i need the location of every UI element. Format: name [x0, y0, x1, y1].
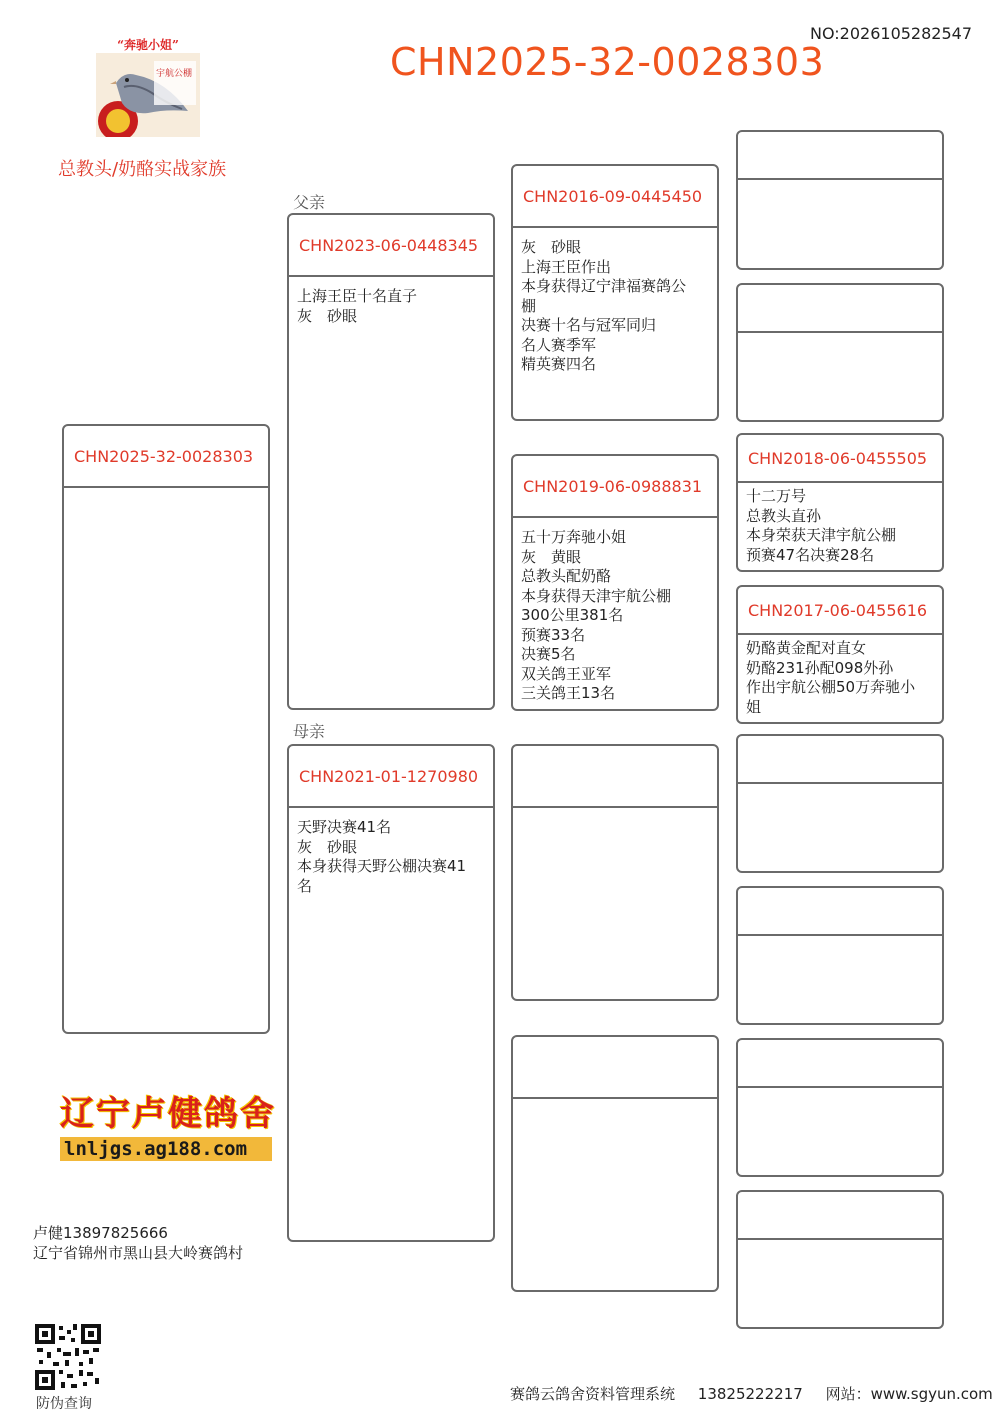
great-grandparent-notes: [738, 180, 942, 190]
paternal-grandmother-notes: 五十万奔驰小姐 灰 黄眼 总教头配奶酪 本身获得天津宇航公棚 300公里381名 预赛33名 决赛5名 双关鸽王亚军 三关鸽王13名: [521, 528, 672, 702]
subject-notes: [64, 488, 268, 498]
maternal-grandmother-card: [511, 1035, 719, 1292]
pedigree-title: CHN2025-32-0028303: [390, 40, 825, 84]
father-ring: CHN2023-06-0448345: [289, 215, 493, 277]
subject-ring: CHN2025-32-0028303: [64, 426, 268, 488]
father-card: [287, 213, 495, 710]
father-notes: 上海王臣十名直子 灰 砂眼: [297, 287, 418, 325]
great-grandparent-ring: [738, 888, 942, 936]
maternal-grandmother-notes: [513, 1099, 717, 1109]
document-number: NO:2026105282547: [810, 24, 973, 43]
footer-website[interactable]: 网站：www.sgyun.com: [825, 1385, 993, 1403]
great-grandparent-card-6: [736, 886, 944, 1025]
great-grandparent-card-5: [736, 734, 944, 873]
great-grandparent-card-7: [736, 1038, 944, 1177]
father-label: 父亲: [293, 193, 326, 212]
loft-brand-logo: [60, 1086, 276, 1161]
great-grandparent-notes: [738, 784, 942, 794]
pigeon-logo: [96, 36, 200, 138]
great-grandparent-notes: 十二万号 总教头直孙 本身荣获天津宇航公棚 预赛47名决赛28名: [746, 487, 897, 564]
maternal-grandmother-ring: [513, 1037, 717, 1099]
great-grandparent-ring: [738, 1192, 942, 1240]
paternal-grandfather-card: [511, 164, 719, 421]
great-grandparent-card-8: [736, 1190, 944, 1329]
maternal-grandfather-ring: [513, 746, 717, 808]
mother-card: [287, 744, 495, 1242]
mother-label: 母亲: [293, 722, 326, 741]
paternal-grandmother-card: [511, 454, 719, 711]
footer-phone: 13825222217: [697, 1385, 803, 1403]
family-line: 总教头/奶酪实战家族: [58, 159, 227, 180]
great-grandparent-ring: [738, 736, 942, 784]
loft-contact: 卢健13897825666: [33, 1224, 168, 1242]
paternal-grandmother-ring: CHN2019-06-0988831: [513, 456, 717, 518]
footer-system-name: 赛鸽云鸽舍资料管理系统: [510, 1385, 676, 1403]
loft-address: 辽宁省锦州市黑山县大岭赛鸽村: [33, 1244, 244, 1262]
great-grandparent-card-1: [736, 130, 944, 270]
qr-code-icon: [33, 1322, 103, 1392]
great-grandparent-ring: [738, 132, 942, 180]
great-grandparent-ring: [738, 1040, 942, 1088]
qr-code[interactable]: [33, 1322, 103, 1392]
great-grandparent-notes: 奶酪黄金配对直女 奶酪231孙配098外孙 作出宇航公棚50万奔驰小 姐: [746, 639, 916, 716]
great-grandparent-card-2: [736, 283, 944, 422]
great-grandparent-ring: CHN2017-06-0455616: [738, 587, 942, 635]
paternal-grandfather-ring: CHN2016-09-0445450: [513, 166, 717, 228]
loft-website[interactable]: lnljgs.ag188.com: [60, 1137, 272, 1161]
great-grandparent-card-4: [736, 585, 944, 724]
maternal-grandfather-card: [511, 744, 719, 1001]
great-grandparent-notes: [738, 1088, 942, 1098]
maternal-grandfather-notes: [513, 808, 717, 818]
logo-caption: “奔驰小姐”: [117, 38, 179, 52]
great-grandparent-card-3: [736, 433, 944, 572]
great-grandparent-ring: [738, 285, 942, 333]
great-grandparent-notes: [738, 333, 942, 343]
mother-notes: 天野决赛41名 灰 砂眼 本身获得天野公棚决赛41 名: [297, 818, 467, 895]
great-grandparent-notes: [738, 1240, 942, 1250]
qr-label: 防伪查询: [36, 1396, 92, 1412]
mother-ring: CHN2021-01-1270980: [289, 746, 493, 808]
loft-brand-name: 辽宁卢健鸽舍: [60, 1094, 276, 1134]
subject-card: [62, 424, 270, 1034]
logo-mini-text: 宇航公棚: [156, 69, 193, 79]
paternal-grandfather-notes: 灰 砂眼 上海王臣作出 本身获得辽宁津福赛鸽公 棚 决赛十名与冠军同归 名人赛季军 精英赛四名: [521, 238, 687, 373]
great-grandparent-notes: [738, 936, 942, 946]
footer: [510, 1383, 993, 1404]
great-grandparent-ring: CHN2018-06-0455505: [738, 435, 942, 483]
